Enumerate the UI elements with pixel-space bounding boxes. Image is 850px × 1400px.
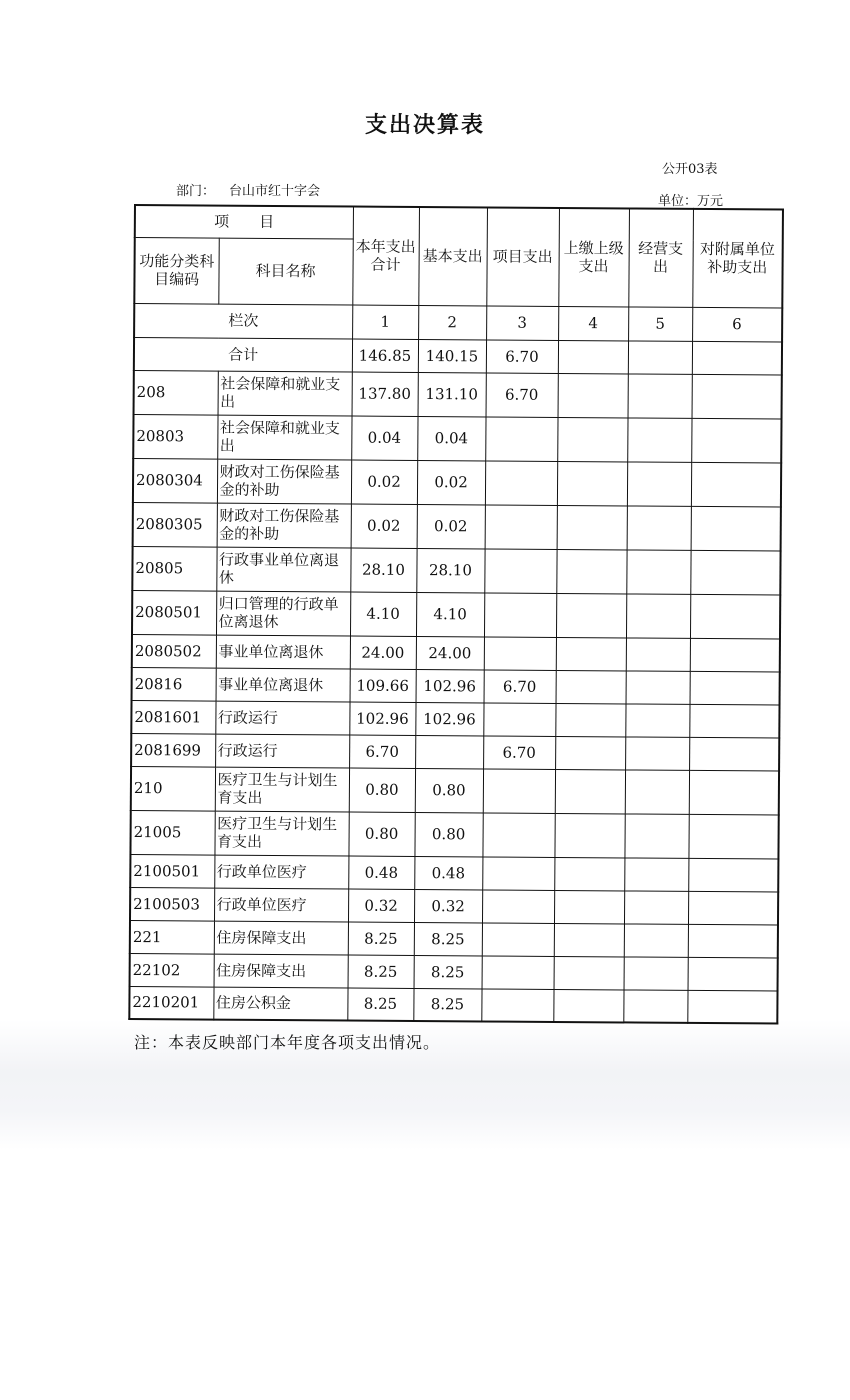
value-cell: 24.00: [416, 636, 484, 669]
table-row: [133, 502, 781, 551]
value-cell: 0.04: [351, 416, 417, 460]
value-cell: 8.25: [414, 955, 482, 988]
value-cell: 0.48: [348, 856, 414, 889]
value-cell: [558, 373, 628, 417]
col-header-1: 本年支出合计: [352, 207, 419, 305]
value-cell: [688, 957, 778, 991]
func-code-cell: 20803: [133, 414, 217, 459]
func-code-cell: 2080304: [133, 458, 217, 503]
value-cell: [624, 857, 688, 890]
value-cell: [627, 505, 691, 549]
value-cell: [624, 813, 688, 857]
value-cell: 0.80: [349, 768, 415, 812]
value-cell: [627, 417, 691, 461]
index-row: [134, 303, 782, 342]
value-cell: [690, 594, 780, 639]
func-code-cell: 2080501: [132, 590, 216, 635]
value-cell: 0.32: [414, 889, 482, 922]
value-cell: [626, 670, 690, 703]
department-label: 部门：: [176, 184, 216, 199]
func-code-cell: 2210201: [129, 986, 213, 1020]
value-cell: 0.02: [417, 460, 485, 504]
table-row: [134, 370, 782, 419]
value-cell: [688, 814, 778, 859]
table-row: [133, 458, 781, 507]
value-cell: [553, 989, 623, 1022]
total-cell: 146.85: [352, 339, 418, 372]
func-code-cell: 221: [130, 920, 214, 954]
value-cell: [628, 373, 692, 417]
header-row-1: [135, 205, 783, 242]
total-label: 合计: [134, 337, 352, 372]
subject-name-cell: 行政单位医疗: [214, 855, 348, 889]
value-cell: [689, 737, 779, 771]
table-row: [131, 766, 779, 815]
total-cell: 140.15: [418, 339, 486, 372]
subject-name-cell: 事业单位离退休: [216, 635, 350, 669]
value-cell: [483, 702, 555, 736]
form-code: 公开03表: [662, 162, 718, 177]
value-cell: [484, 592, 556, 637]
col-header-6: 对附属单位补助支出: [692, 209, 783, 308]
func-code-cell: 2081699: [131, 733, 215, 767]
col-header-2: 基本支出: [418, 207, 487, 305]
value-cell: [690, 638, 780, 672]
value-cell: [554, 890, 624, 923]
value-cell: [485, 504, 557, 549]
subject-name-cell: 归口管理的行政单位离退休: [216, 591, 350, 636]
func-code-cell: 2080305: [133, 502, 217, 547]
func-code-cell: 210: [131, 766, 215, 811]
value-cell: 6.70: [349, 735, 415, 768]
value-cell: 0.80: [415, 768, 483, 812]
value-cell: 8.25: [413, 988, 481, 1021]
func-code-cell: 21005: [130, 810, 214, 855]
value-cell: [623, 989, 687, 1022]
table-row: [130, 854, 778, 892]
index-cell: 2: [418, 305, 486, 339]
subject-name-cell: 社会保障和就业支出: [218, 371, 352, 416]
value-cell: [555, 769, 625, 813]
func-code-cell: 20816: [132, 667, 216, 701]
table-row: [130, 953, 778, 991]
value-cell: [691, 506, 781, 551]
table-row: [130, 920, 778, 958]
table-note: 注：本表反映部门本年度各项支出情况。: [134, 1033, 441, 1052]
table-row: [132, 667, 780, 705]
value-cell: [554, 956, 624, 989]
value-cell: 131.10: [418, 372, 486, 416]
value-cell: 0.04: [417, 416, 485, 460]
value-cell: 8.25: [348, 955, 414, 988]
value-cell: [555, 703, 625, 736]
subject-name-cell: 住房公积金: [213, 987, 347, 1021]
value-cell: [484, 548, 556, 593]
value-cell: [415, 735, 483, 768]
value-cell: 8.25: [348, 922, 414, 955]
table-row: [131, 733, 779, 771]
subject-name-cell: 财政对工伤保险基金的补助: [217, 459, 351, 504]
table-row: [131, 700, 779, 738]
subject-name-cell: 住房保障支出: [214, 921, 348, 955]
value-cell: [557, 417, 627, 461]
func-code-cell: 2081601: [131, 700, 215, 734]
value-cell: 28.10: [416, 548, 484, 592]
value-cell: 6.70: [483, 735, 555, 769]
value-cell: [482, 955, 554, 989]
value-cell: [691, 418, 781, 463]
value-cell: [626, 593, 690, 637]
func-code-cell: 20805: [132, 546, 216, 591]
total-cell: [558, 340, 628, 373]
value-cell: 6.70: [486, 372, 558, 417]
table-row: [132, 546, 780, 595]
project-header: 项 目: [135, 205, 353, 239]
value-cell: [625, 769, 689, 813]
value-cell: 0.32: [348, 889, 414, 922]
value-cell: 102.96: [415, 702, 483, 735]
value-cell: 8.25: [347, 988, 413, 1021]
value-cell: [482, 856, 554, 890]
value-cell: [482, 812, 554, 857]
value-cell: [688, 924, 778, 958]
value-cell: [555, 736, 625, 769]
value-cell: [625, 736, 689, 769]
value-cell: [626, 549, 690, 593]
value-cell: 0.02: [351, 460, 417, 504]
department-line: [176, 180, 320, 199]
subject-name-cell: 行政单位医疗: [214, 888, 348, 922]
col-header-5: 经营支出: [628, 208, 693, 306]
table-row: [129, 986, 777, 1024]
value-cell: [481, 988, 553, 1022]
index-label: 栏次: [134, 303, 352, 339]
value-cell: [482, 889, 554, 923]
table-row: [132, 590, 780, 639]
value-cell: [483, 768, 555, 813]
value-cell: 0.80: [414, 812, 482, 856]
value-cell: 137.80: [352, 372, 418, 416]
value-cell: [624, 956, 688, 989]
value-cell: 4.10: [416, 592, 484, 636]
page-title: 支出决算表: [364, 112, 485, 138]
value-cell: [484, 636, 556, 670]
value-cell: [556, 549, 626, 593]
value-cell: [690, 671, 780, 705]
func-code-cell: 2100503: [130, 887, 214, 921]
value-cell: 24.00: [350, 636, 416, 669]
value-cell: 0.02: [351, 504, 417, 548]
value-cell: 4.10: [350, 592, 416, 636]
value-cell: 109.66: [350, 669, 416, 702]
value-cell: 0.02: [417, 504, 485, 548]
value-cell: [485, 416, 557, 461]
col-header-4: 上缴上级支出: [558, 208, 629, 306]
value-cell: [688, 858, 778, 892]
value-cell: [688, 891, 778, 925]
unit-label: 单位：万元: [658, 194, 724, 209]
subject-name-cell: 财政对工伤保险基金的补助: [217, 503, 351, 548]
value-cell: [556, 670, 626, 703]
func-code-header: 功能分类科目编码: [134, 237, 218, 304]
subject-name-cell: 社会保障和就业支出: [217, 415, 351, 460]
table-row: [130, 810, 778, 859]
func-code-cell: 2080502: [132, 634, 216, 668]
value-cell: [624, 890, 688, 923]
value-cell: [627, 461, 691, 505]
col-header-3: 项目支出: [486, 207, 559, 306]
table-row: [132, 634, 780, 672]
index-cell: 1: [352, 305, 418, 339]
value-cell: [690, 550, 780, 595]
table-body: [129, 303, 782, 1024]
index-cell: 3: [486, 305, 558, 340]
expenditure-table: [128, 204, 784, 1025]
index-cell: 5: [628, 306, 692, 340]
value-cell: 102.96: [416, 669, 484, 702]
total-row: [134, 337, 782, 375]
subject-name-cell: 医疗卫生与计划生育支出: [214, 811, 348, 856]
value-cell: [554, 857, 624, 890]
value-cell: [485, 460, 557, 505]
subject-name-cell: 行政运行: [215, 734, 349, 768]
value-cell: 0.80: [348, 812, 414, 856]
value-cell: [554, 813, 624, 857]
value-cell: [687, 990, 777, 1024]
value-cell: [482, 922, 554, 956]
value-cell: 102.96: [349, 702, 415, 735]
value-cell: 28.10: [350, 548, 416, 592]
subject-name-cell: 事业单位离退休: [216, 668, 350, 702]
value-cell: [557, 461, 627, 505]
index-cell: 4: [558, 306, 628, 340]
department-value: 台山市红十字会: [229, 184, 321, 199]
value-cell: 0.48: [414, 856, 482, 889]
subject-name-cell: 行政运行: [215, 701, 349, 735]
total-cell: [628, 340, 692, 373]
value-cell: [556, 593, 626, 637]
value-cell: [689, 770, 779, 815]
value-cell: [691, 462, 781, 507]
value-cell: [626, 637, 690, 670]
subject-name-cell: 住房保障支出: [214, 954, 348, 988]
value-cell: [557, 505, 627, 549]
index-cell: 6: [692, 307, 782, 342]
total-cell: [692, 341, 782, 375]
value-cell: [554, 923, 624, 956]
value-cell: 8.25: [414, 922, 482, 955]
table-row: [130, 887, 778, 925]
total-cell: 6.70: [486, 339, 558, 373]
value-cell: [692, 374, 782, 419]
func-code-cell: 2100501: [130, 854, 214, 888]
subject-name-cell: 医疗卫生与计划生育支出: [215, 767, 349, 812]
value-cell: 6.70: [484, 669, 556, 703]
subject-name-header: 科目名称: [218, 238, 352, 305]
value-cell: [624, 923, 688, 956]
table-row: [133, 414, 781, 463]
value-cell: [689, 704, 779, 738]
value-cell: [625, 703, 689, 736]
func-code-cell: 208: [134, 370, 218, 415]
value-cell: [556, 637, 626, 670]
subject-name-cell: 行政事业单位离退休: [216, 547, 350, 592]
func-code-cell: 22102: [130, 953, 214, 987]
